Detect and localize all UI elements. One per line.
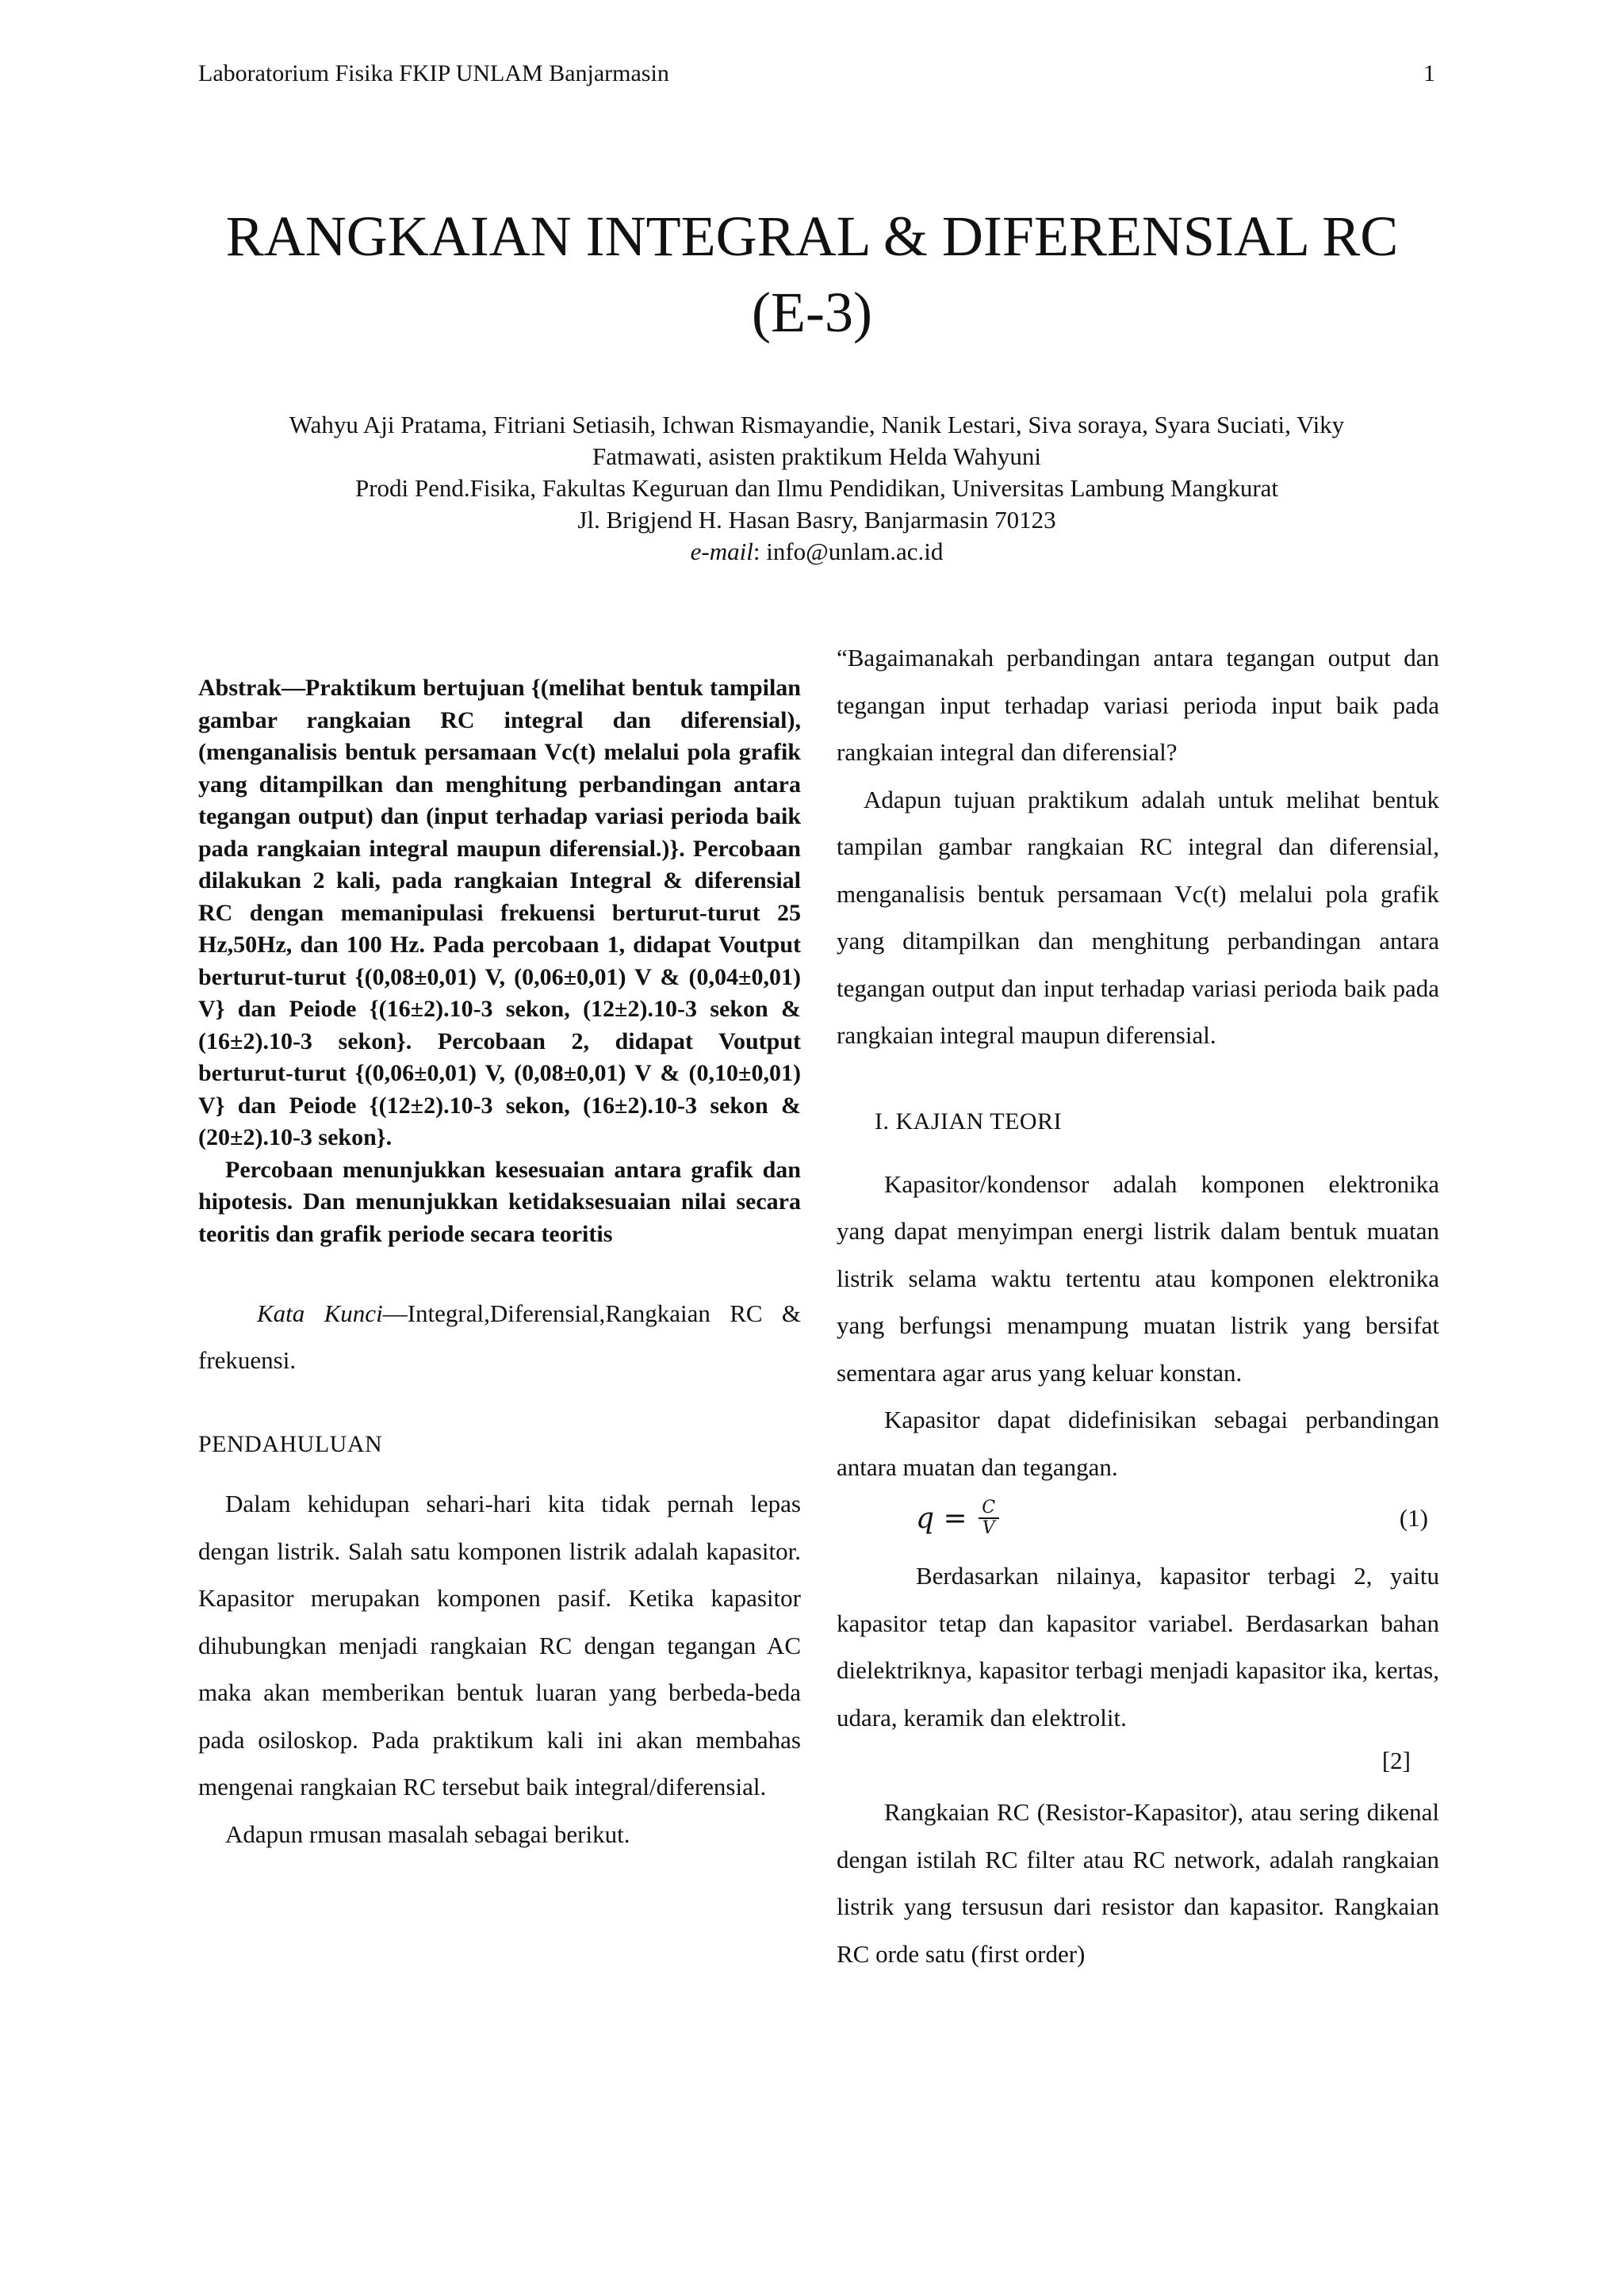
kajian-paragraph-3: Berdasarkan nilainya, kapasitor terbagi 2, yaitu kapasitor tetap dan kapasitor variabel. Berdasarkan bahan dielektriknya, kapasitor terbagi menjadi kapasitor ika, kertas, udara, keramik dan elektrolit. — [837, 1562, 1439, 1732]
author-line-2: Fatmawati, asisten praktikum Helda Wahyuni — [592, 442, 1041, 470]
abstract — [198, 672, 801, 1250]
equation-denominator: V — [982, 1518, 995, 1538]
keywords-label: Kata Kunci — [257, 1299, 383, 1327]
right-column — [837, 634, 1439, 1977]
keywords — [198, 1290, 801, 1383]
research-question: “Bagaimanakah perbandingan antara tegangan output dan tegangan input terhadap variasi perioda input baik pada rangkaian integral dan diferensial? — [837, 644, 1439, 766]
equation-number: (1) — [1399, 1504, 1428, 1532]
equation-numerator: C — [982, 1498, 996, 1517]
email-value: : info@unlam.ac.id — [753, 538, 944, 565]
address-line: Jl. Brigjend H. Hasan Basry, Banjarmasin 70123 — [577, 506, 1056, 534]
kajian-paragraph-2: Kapasitor dapat didefinisikan sebagai perbandingan antara muatan dan tegangan. — [837, 1406, 1439, 1481]
equation-1 — [837, 1490, 1439, 1546]
abstract-paragraph-2: Percobaan menunjukkan kesesuaian antara grafik dan hipotesis. Dan menunjukkan ketidaksesuaian nilai secara teoritis dan grafik periode secara teoritis — [198, 1156, 801, 1247]
title-line-1: RANGKAIAN INTEGRAL & DIFERENSIAL RC — [225, 205, 1399, 268]
email-line — [198, 536, 1435, 568]
section-heading-pendahuluan: PENDAHULUAN — [198, 1431, 383, 1457]
section-heading-kajian-teori: I. KAJIAN TEORI — [875, 1108, 1063, 1135]
purpose-paragraph: Adapun tujuan praktikum adalah untuk melihat bentuk tampilan gambar rangkaian RC integral dan diferensial, menganalisis bentuk persamaan Vc(t) melalui pola grafik yang ditampilkan dan menghitung perbandingan antara tegangan output dan input terhadap variasi perioda baik pada rangkaian integral maupun diferensial. — [837, 785, 1439, 1049]
author-line-1: Wahyu Aji Pratama, Fitriani Setiasih, Ichwan Rismayandie, Nanik Lestari, Siva soraya, Syara Suciati, Viky — [289, 411, 1345, 438]
kajian-paragraph-4: Rangkaian RC (Resistor-Kapasitor), atau sering dikenal dengan istilah RC filter atau RC network, adalah rangkaian listrik yang tersusun dari resistor dan kapasitor. Rangkaian RC orde satu (first order) — [837, 1798, 1439, 1968]
author-block — [198, 409, 1435, 568]
keywords-text: —Integral,Diferensial,Rangkaian RC & frekuensi. — [198, 1299, 802, 1374]
affiliation-line: Prodi Pend.Fisika, Fakultas Keguruan dan Ilmu Pendidikan, Universitas Lambung Mangkurat — [354, 474, 1279, 502]
kajian-paragraph-1: Kapasitor/kondensor adalah komponen elektronika yang dapat menyimpan energi listrik dalam bentuk muatan listrik selama waktu tertentu atau komponen elektronika yang berfungsi menampung muatan listrik yang bersifat sementara agar arus yang keluar konstan. — [837, 1169, 1439, 1387]
title-line-2: (E-3) — [752, 281, 872, 344]
equation-expression — [916, 1498, 999, 1538]
abstract-paragraph-1: Abstrak—Praktikum bertujuan {(melihat bentuk tampilan gambar rangkaian RC integral dan diferensial), (menganalisis bentuk persamaan Vc(t) melalui pola grafik yang ditampilkan dan menghitung perbandingan antara tegangan output) dan (input terhadap variasi perioda baik pada rangkaian integral maupun diferensial.)}. Percobaan dilakukan 2 kali, pada rangkaian Integral & diferensial RC dengan memanipulasi frekuensi berturut-turut 25 Hz,50Hz, dan 100 Hz. Pada percobaan 1, didapat Voutput berturut-turut {(0,08±0,01) V, (0,06±0,01) V & (0,04±0,01) V} dan Peiode {(16±2).10-3 sekon, (12±2).10-3 sekon & (16±2).10-3 sekon}. Percobaan 2, didapat Voutput berturut-turut {(0,06±0,01) V, (0,08±0,01) V & (0,10±0,01) V} dan Peiode {(12±2).10-3 sekon, (16±2).10-3 sekon & (20±2).10-3 sekon}. — [198, 675, 801, 1150]
page-number: 1 — [1423, 60, 1435, 86]
equation-lhs: q = — [916, 1502, 967, 1535]
citation-marker: [2] — [1381, 1747, 1411, 1774]
pendahuluan-paragraph-1: Dalam kehidupan sehari-hari kita tidak pernah lepas dengan listrik. Salah satu komponen listrik adalah kapasitor. Kapasitor merupakan komponen pasif. Ketika kapasitor dihubungkan menjadi rangkaian RC dengan tegangan AC maka akan memberikan bentuk luaran yang berbeda-beda pada osiloskop. Pada praktikum kali ini akan membahas mengenai rangkaian RC tersebut baik integral/diferensial. — [198, 1490, 801, 1800]
paper-title — [159, 198, 1465, 350]
equation-fraction — [979, 1498, 999, 1538]
running-head — [198, 60, 1435, 87]
running-title: Laboratorium Fisika FKIP UNLAM Banjarmasin — [198, 60, 669, 86]
left-column — [198, 672, 801, 1858]
email-label: e-mail — [690, 538, 753, 565]
pendahuluan-paragraph-2: Adapun rmusan masalah sebagai berikut. — [225, 1820, 630, 1848]
